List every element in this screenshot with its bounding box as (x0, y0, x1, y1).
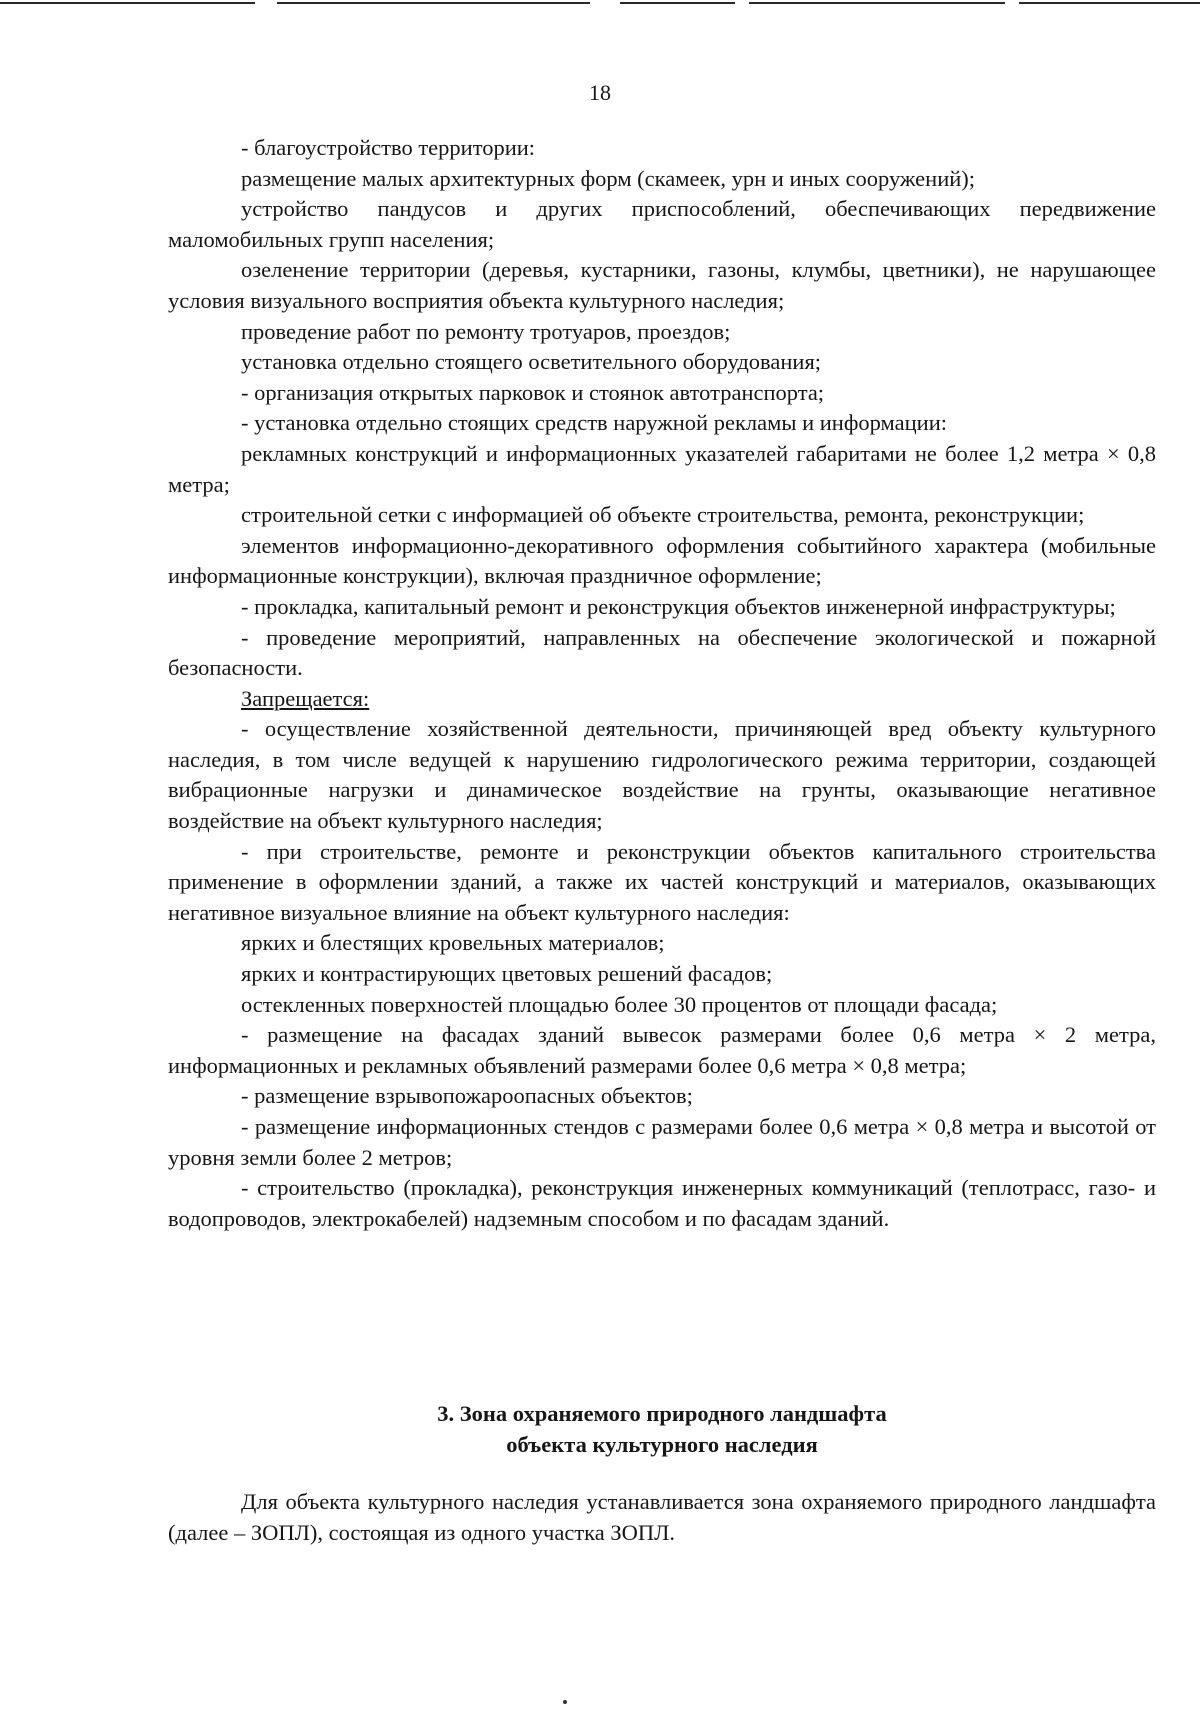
body-paragraph: - прокладка, капитальный ремонт и реконструкция объектов инженерной инфраструктуры; (241, 593, 1116, 619)
body-paragraph: устройство пандусов и других приспособлений, обеспечивающих передвижение маломобильных групп населения; (168, 196, 1156, 252)
section-paragraph: Для объекта культурного наследия устанавливается зона охраняемого природного ландшафта (далее – ЗОПЛ), состоящая из одного участка ЗОПЛ. (168, 1489, 1156, 1545)
body-paragraph: - осуществление хозяйственной деятельности, причиняющей вред объекту культурного наследия, в том числе ведущей к нарушению гидрологического режима территории, создающей вибрационные нагрузки и динамическое воздействие на грунты, оказывающие негативное воздействие на объект культурного наследия; (168, 716, 1156, 834)
body-paragraph: - размещение информационных стендов с размерами более 0,6 метра × 0,8 метра и высотой от уровня земли более 2 метров; (168, 1114, 1156, 1170)
body-paragraph: - установка отдельно стоящих средств наружной рекламы и информации: (241, 410, 948, 436)
page-number: 18 (589, 80, 611, 105)
body-paragraph: - благоустройство территории: (241, 135, 536, 160)
body-paragraph: озеленение территории (деревья, кустарники, газоны, клумбы, цветники), не нарушающее условия визуального восприятия объекта культурного наследия; (168, 257, 1156, 313)
body-paragraph: - строительство (прокладка), реконструкция инженерных коммуникаций (теплотрасс, газо- и водопроводов, электрокабелей) надземным способом и по фасадам зданий. (168, 1175, 1156, 1231)
body-paragraph: ярких и контрастирующих цветовых решений фасадов; (241, 961, 773, 987)
document-body (168, 133, 1156, 1234)
body-paragraph: - размещение на фасадах зданий вывесок размерами более 0,6 метра × 2 метра, информационных и рекламных объявлений размерами более 0,6 метра × 0,8 метра; (168, 1022, 1156, 1078)
body-paragraph: - проведение мероприятий, направленных на обеспечение экологической и пожарной безопасности. (168, 624, 1156, 681)
body-paragraph: установка отдельно стоящего осветительного оборудования; (241, 349, 822, 375)
body-paragraph (168, 684, 1156, 715)
scan-border-gap (1005, 0, 1019, 6)
body-paragraph: - при строительстве, ремонте и реконструкции объектов капитального строительства применение в оформлении зданий, а также их частей конструкций и материалов, оказывающих негативное визуальное влияние на объект культурного наследия: (168, 838, 1156, 925)
body-paragraph: остекленных поверхностей площадью более 30 процентов от площади фасада; (241, 991, 998, 1017)
scan-border-gap (590, 0, 620, 6)
underlined-label: Запрещается: (241, 685, 370, 711)
section-heading-line-1: 3. Зона охраняемого природного ландшафта (437, 1401, 887, 1426)
scan-speck (563, 1700, 567, 1704)
body-paragraph: строительной сетки с информацией об объекте строительства, ремонта, реконструкции; (241, 502, 1085, 528)
body-paragraph: - размещение взрывопожароопасных объектов; (241, 1083, 693, 1109)
section-heading-line-2: объекта культурного наследия (506, 1432, 818, 1457)
body-paragraph: элементов информационно-декоративного оформления событийного характера (мобильные информационные конструкции), включая праздничное оформление; (168, 532, 1156, 589)
body-paragraph: размещение малых архитектурных форм (скамеек, урн и иных сооружений); (241, 165, 976, 191)
body-paragraph: - организация открытых парковок и стоянок автотранспорта; (241, 379, 825, 405)
body-paragraph: ярких и блестящих кровельных материалов; (241, 930, 665, 956)
body-paragraph: проведение работ по ремонту тротуаров, проездов; (241, 318, 731, 344)
section-body (168, 1487, 1156, 1548)
scan-border-gap (735, 0, 749, 6)
body-paragraph: рекламных конструкций и информационных указателей габаритами не более 1,2 метра × 0,8 метра; (168, 440, 1156, 497)
scan-border-gap (255, 0, 277, 6)
section-heading (168, 1398, 1156, 1460)
